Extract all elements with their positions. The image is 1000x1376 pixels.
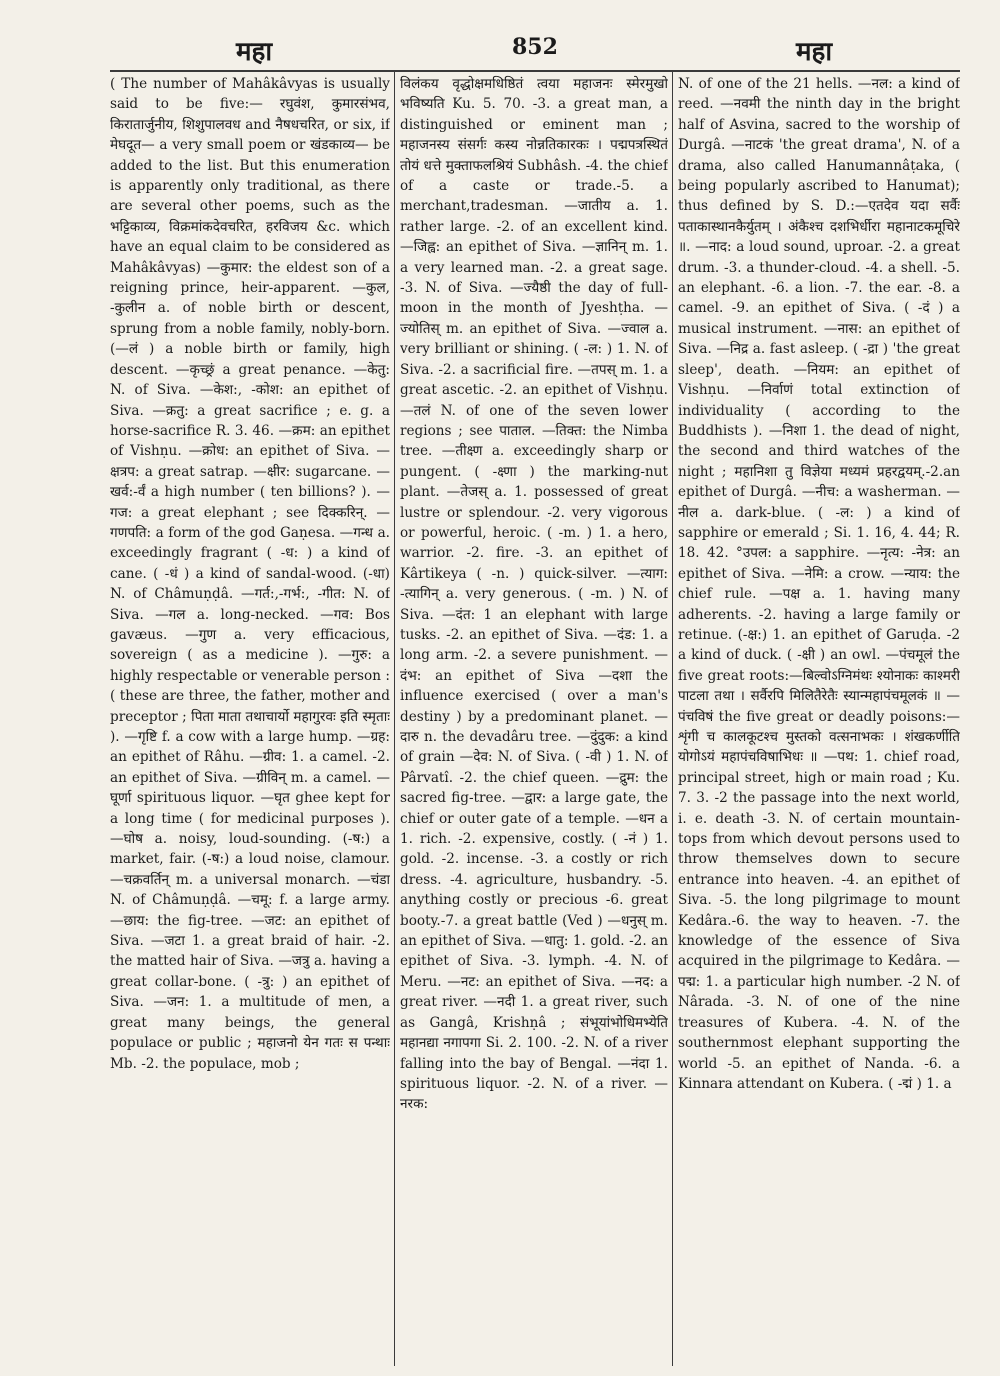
column-3	[678, 74, 960, 1366]
column-divider-1	[394, 72, 395, 1366]
column-2-text: विलंकय वृद्धोक्षमधिष्ठितं त्वया महाजनः स्मेरमुखो भविष्यति Ku. 5. 70. -3. a great man, a distinguished or eminent man ; महाजनस्य संसर्गः कस्य नोन्नतिकारकः । पद्मपत्रस्थितं तोयं धत्ते मुक्ताफलश्रियं Subhâsh. -4. the chief of a caste or trade.-5. a merchant,tradesman. —जातीय a. 1. rather large. -2. of an excellent kind. —जिह्व: an epithet of Siva. —ज्ञानिन् m. 1. a very learned man. -2. a great sage. -3. N. of Siva. —ज्यैष्ठी the day of full-moon in the month of Jyeshṭha. —ज्योतिस् m. an epithet of Siva. —ज्वाल a. very brilliant or shining. ( -ल: ) 1. N. of Siva. -2. a sacrificial fire. —तपस् m. 1. a great ascetic. -2. an epithet of Vishṇu. —तलं N. of one of the seven lower regions ; see पाताल. —तिक्त: the Nimba tree. —तीक्ष्ण a. exceedingly sharp or pungent. ( -क्ष्णा ) the marking-nut plant. —तेजस् a. 1. possessed of great lustre or splendour. -2. very vigorous or powerful, heroic. ( -m. ) 1. a hero, warrior. -2. fire. -3. an epithet of Kârtikeya ( -n. ) quick-silver. —त्याग: -त्यागिन् a. very generous. ( -m. ) N. of Siva. —दंत: 1 an elephant with large tusks. -2. an epithet of Siva. —दंड: 1. a long arm. -2. a severe punishment. —दंभ: an epithet of Siva —दशा the influence exercised ( over a man's destiny ) by a predominant planet. —दारु n. the devadâru tree. —दुंदुक: a kind of grain —देव: N. of Siva. ( -वी ) 1. N. of Pârvatî. -2. the chief queen. —द्रुम: the sacred fig-tree. —द्वार: a large gate, the chief or outer gate of a temple. —धन a 1. rich. -2. expensive, costly. ( -नं ) 1. gold. -2. incense. -3. a costly or rich dress. -4. agriculture, husbandry. -5. anything costly or precious -6. great booty.-7. a great battle (Ved ) —धनुस् m. an epithet of Siva. —धातु: 1. gold. -2. an epithet of Siva. -3. lymph. -4. N. of Meru. —नट: an epithet of Siva. —नद: a great river. —नदी 1. a great river, such as Gangâ, Krishṇâ ; संभूयांभोधिमभ्येति महानद्या नगापगा Si. 2. 100. -2. N. of a river falling into the bay of Bengal. —नंदा 1. spirituous liquor. -2. N. of a river. —नरक:	[400, 76, 668, 1113]
running-headword-left: महा	[236, 37, 273, 67]
column-2	[400, 74, 668, 1366]
column-1	[110, 74, 390, 1366]
running-headword-right: महा	[796, 37, 833, 67]
page-number: 852	[512, 34, 558, 60]
column-1-text: ( The number of Mahâkâvyas is usually said to be five:— रघुवंश, कुमारसंभव, किरातार्जुनीय, शिशुपालवध and नैषधचरित, or six, if मेघदूत— a very small poem or खंडकाव्य— be added to the list. But this enumeration is apparently only traditional, as there are several other poems, such as the भट्टिकाव्य, विक्रमांकदेवचरित, हरविजय &c. which have an equal claim to be considered as Mahâkâvyas) —कुमार: the eldest son of a reigning prince, heir-apparent. —कुल, -कुलीन a. of noble birth or descent, sprung from a noble family, nobly-born. (—लं ) a noble birth or family, high descent. —कृच्छ्रं a great penance. —केतु: N. of Siva. —केश:, -कोश: an epithet of Siva. —क्रतु: a great sacrifice ; e. g. a horse-sacrifice R. 3. 46. —क्रम: an epithet of Vishṇu. —क्रोध: an epithet of Siva. —क्षत्रप: a great satrap. —क्षीर: sugarcane. —खर्व:-र्वं a high number ( ten billions? ). —गज: a great elephant ; see दिक्करिन्. —गणपति: a form of the god Gaṇesa. —गन्ध a. exceedingly fragrant ( -ध: ) a kind of cane. ( -धं ) a kind of sandal-wood. (-धा) N. of Châmuṇḍâ. —गर्त:,-गर्भ:, -गीत: N. of Siva. —गल a. long-necked. —गव: Bos gavæus. —गुण a. very efficacious, sovereign ( as a medicine ). —गुरु: a highly respectable or venerable person : ( these are three, the father, mother and preceptor ; पिता माता तथाचार्यो महागुरवः इति स्मृताः ). —गृष्टि f. a cow with a large hump. —ग्रह: an epithet of Râhu. —ग्रीव: 1. a camel. -2. an epithet of Siva. —ग्रीविन् m. a camel. —घूर्णा spirituous liquor. —घृत ghee kept for a long time ( for medicinal purposes ). —घोष a. noisy, loud-sounding. (-ष:) a market, fair. (-ष:) a loud noise, clamour. —चक्रवर्तिन् m. a universal monarch. —चंडा N. of Châmuṇḍâ. —चमू: f. a large army. —छाय: the fig-tree. —जट: an epithet of Siva. —जटा 1. a great braid of hair. -2. the matted hair of Siva. —जत्रु a. having a great collar-bone. ( -त्रु: ) an epithet of Siva. —जन: 1. a multitude of men, a great many beings, the general populace or public ; महाजनो येन गतः स पन्थाः Mb. -2. the populace, mob ;	[110, 76, 390, 1072]
page-header	[0, 30, 1000, 70]
column-3-text: N. of one of the 21 hells. —नल: a kind of reed. —नवमी the ninth day in the bright half of Asvina, sacred to the worship of Durgâ. —नाटकं 'the great drama', N. of a drama, also called Hanumannâṭaka, ( being popularly ascribed to Hanumat); thus defined by S. D.:—एतदेव यदा सर्वैः पताकास्थानकैर्युतम् । अंकैश्च दशभिर्धीरा महानाटकमूचिरे ॥. —नाद: a loud sound, uproar. -2. a great drum. -3. a thunder-cloud. -4. a shell. -5. an elephant. -6. a lion. -7. the ear. -8. a camel. -9. an epithet of Siva. ( -दं ) a musical instrument. —नास: an epithet of Siva. —निद्र a. fast asleep. ( -द्रा ) 'the great sleep', death. —नियम: an epithet of Vishṇu. —निर्वाणं total extinction of individuality ( according to the Buddhists ). —निशा 1. the dead of night, the second and third watches of the night ; महानिशा तु विज्ञेया मध्यमं प्रहरद्वयम्.-2.an epithet of Durgâ. —नीच: a washerman. —नील a. dark-blue. ( -ल: ) a kind of sapphire or emerald ; Si. 1. 16, 4. 44; R. 18. 42. °उपल: a sapphire. —नृत्य: -नेत्र: an epithet of Siva. —नेमि: a crow. —न्याय: the chief rule. —पक्ष a. 1. having many adherents. -2. having a large family or retinue. (-क्ष:) 1. an epithet of Garuḍa. -2 a kind of duck. ( -क्षी ) an owl. —पंचमूलं the five great roots:—बिल्वोऽग्निमंथः श्योनाकः काश्मरी पाटला तथा । सर्वैरपि मिलितैरेतैः स्यान्महापंचमूलकं ॥ —पंचविषं the five great or deadly poisons:—शृंगी च कालकूटश्च मुस्तको वत्सनाभकः । शंखकर्णीति योगोऽयं महापंचविषाभिधः ॥ —पथ: 1. chief road, principal street, high or main road ; Ku. 7. 3. -2 the passage into the next world, i. e. death -3. N. of certain mountain-tops from which devout persons used to throw themselves down to secure entrance into heaven. -4. an epithet of Siva. -5. the long pilgrimage to mount Kedâra.-6. the way to heaven. -7. the knowledge of the essence of Siva acquired in the pilgrimage to Kedâra. —पद्म: 1. a particular high number. -2 N. of Nârada. -3. N. of one of the nine treasures of Kubera. -4. N. of the southernmost elephant supporting the world -5. an epithet of Nanda. -6. a Kinnara attendant on Kubera. ( -द्मं ) 1. a	[678, 76, 960, 1092]
column-divider-2	[672, 72, 673, 1366]
header-rule	[110, 70, 960, 72]
